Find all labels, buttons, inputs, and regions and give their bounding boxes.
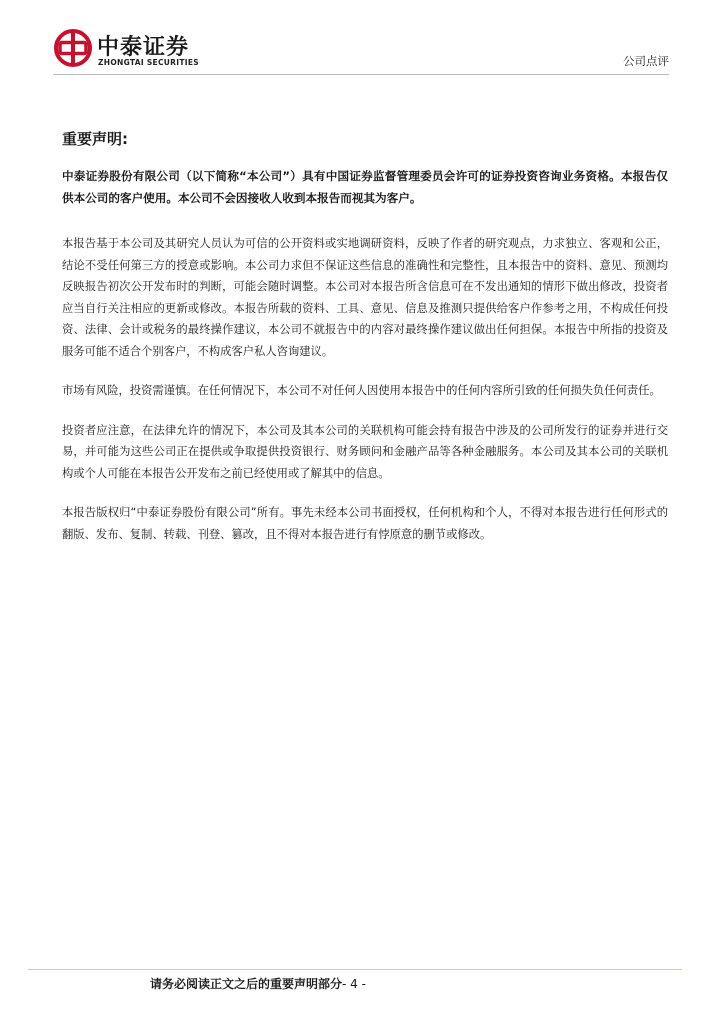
- header-divider: [53, 74, 669, 75]
- page-number: - 4 -: [342, 977, 366, 991]
- footer: [150, 975, 366, 992]
- logo-english-name: ZHONGTAI SECURITIES: [98, 58, 199, 67]
- zhongtai-emblem-icon: [53, 28, 93, 68]
- disclaimer-section: [62, 128, 668, 563]
- disclaimer-title: 重要声明:: [62, 130, 128, 148]
- company-logo: [53, 28, 223, 72]
- document-type-label: 公司点评: [623, 54, 669, 68]
- qualification-statement: 中泰证券股份有限公司（以下简称“本公司”）具有中国证券监督管理委员会许可的证券投资咨询业务资格。本报告仅供本公司的客户使用。本公司不会因接收人收到本报告而视其为客户。: [62, 169, 668, 205]
- footer-notice: 请务必阅读正文之后的重要声明部分: [150, 977, 343, 991]
- disclaimer-paragraph-conflicts: 投资者应注意，在法律允许的情况下，本公司及其本公司的关联机构可能会持有报告中涉及的公司所发行的证券并进行交易，并可能为这些公司正在提供或争取提供投资银行、财务顾问和金融产品等各种金融服务。本公司及其本公司的关联机构或个人可能在本报告公开发布之前已经使用或了解其中的信息。: [62, 423, 668, 480]
- disclaimer-paragraph-research-basis: 本报告基于本公司及其研究人员认为可信的公开资料或实地调研资料，反映了作者的研究观点，力求独立、客观和公正，结论不受任何第三方的授意或影响。本公司力求但不保证这些信息的准确性和完整性，且本报告中的资料、意见、预测均反映报告初次公开发布时的判断，可能会随时调整。本公司对本报告所含信息可在不发出通知的情形下做出修改，投资者应当自行关注相应的更新或修改。本报告所载的资料、工具、意见、信息及推测只提供给客户作参考之用，不构成任何投资、法律、会计或税务的最终操作建议，本公司不就报告中的内容对最终操作建议做出任何担保。本报告中所指的投资及服务可能不适合个别客户，不构成客户私人咨询建议。: [62, 237, 668, 358]
- footer-divider: [28, 969, 682, 970]
- disclaimer-paragraph-risk: 市场有风险，投资需谨慎。在任何情况下，本公司不对任何人因使用本报告中的任何内容所引致的任何损失负任何责任。: [62, 384, 661, 397]
- disclaimer-paragraph-copyright: 本报告版权归“中泰证券股份有限公司”所有。事先未经本公司书面授权，任何机构和个人，不得对本报告进行任何形式的翻版、发布、复制、转载、刊登、篡改，且不得对本报告进行有悖原意的删节或修改。: [62, 506, 668, 541]
- logo-chinese-name: 中泰证券: [97, 35, 190, 60]
